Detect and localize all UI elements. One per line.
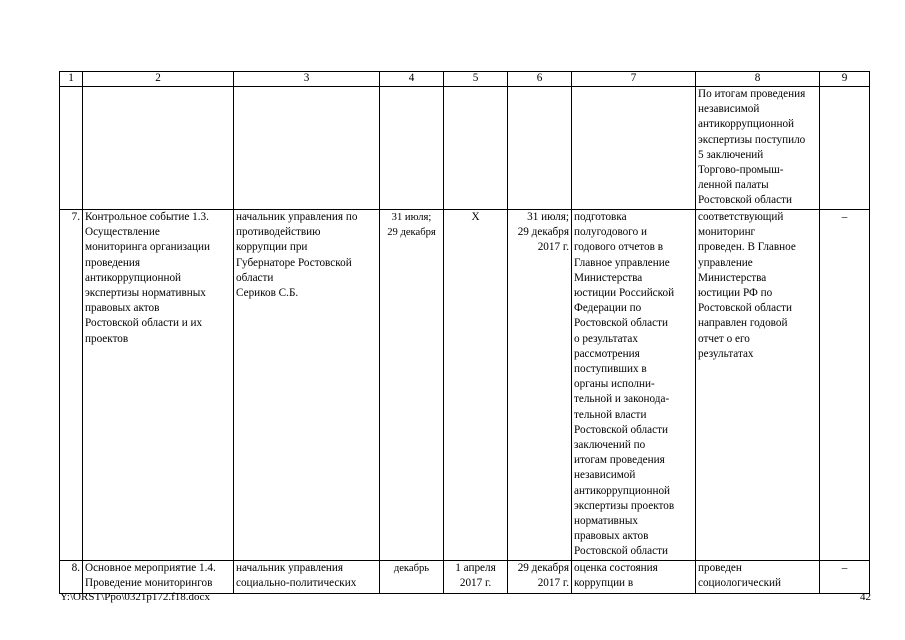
cell-text-line: правовых актов (574, 530, 649, 543)
cell-text-line: Министерства (574, 271, 643, 284)
col-number: 8 (696, 72, 820, 87)
cell-activity (83, 560, 234, 593)
cell-text-line: отчет о его (698, 332, 750, 345)
col-number: 5 (444, 72, 508, 87)
cell-actual-result (696, 87, 820, 210)
cell-text-line: проведен. В Главное (698, 241, 796, 254)
cell-text-line: поступивших в (574, 363, 647, 376)
cell-text-line: антикоррупционной (698, 118, 795, 131)
cell-activity (83, 87, 234, 210)
cell-text-line: подготовка (574, 211, 627, 223)
page-number: 42 (860, 591, 871, 603)
cell-text-line: проектов (85, 332, 129, 345)
cell-planned-result (572, 210, 696, 561)
cell-text-line: мониторинга организации (85, 241, 210, 254)
cell-text-line: итогам проведения (574, 454, 665, 467)
cell-text-line: 5 заключений (698, 148, 764, 161)
cell-text-line: социологический (698, 576, 781, 589)
cell-text-line: проведен (698, 561, 742, 574)
cell-text-line: ленной палаты (698, 179, 769, 192)
cell-text-line: Сериков С.Б. (236, 287, 299, 300)
cell-text-line: Х (471, 211, 480, 223)
cell-text-line: области (236, 271, 274, 284)
cell-text-line: По итогам проведения (698, 88, 806, 100)
cell-text-line: 1 апреля (455, 561, 496, 574)
cell-number (60, 87, 83, 210)
cell-text-line: Контрольное событие 1.3. (85, 211, 209, 223)
cell-text-line: мониторинг (698, 226, 756, 239)
col-number: 6 (508, 72, 572, 87)
cell-text-line: оценка состояния (574, 561, 658, 574)
cell-text-line: о результатах (574, 332, 638, 345)
cell-number: 8. (60, 560, 83, 593)
cell-actual-start (444, 560, 508, 593)
cell-text-line: 2017 г. (537, 576, 569, 589)
cell-text-line: экспертизы проектов (574, 499, 675, 512)
col-number: 4 (380, 72, 444, 87)
cell-text-line: соответствующий (698, 211, 784, 223)
col-number: 1 (60, 72, 83, 87)
cell-text-line: 31 июля; (391, 212, 432, 223)
cell-text-line: Федерации по (574, 302, 642, 315)
document-table (59, 71, 870, 594)
cell-text-line: 29 декабря (517, 561, 569, 574)
cell-text-line: Министерства (698, 271, 767, 284)
cell-end-date (508, 560, 572, 593)
cell-text-line: антикоррупционной (574, 484, 671, 497)
cell-text-line: органы исполни- (574, 378, 655, 391)
cell-text-line: годового отчетов в (574, 241, 663, 254)
cell-text-line: Ростовской области (574, 317, 668, 330)
cell-text-line: 31 июля; (527, 211, 569, 223)
cell-text-line: начальник управления (236, 561, 344, 574)
cell-text-line: 29 декабря (387, 227, 436, 239)
cell-text-line: рассмотрения (574, 347, 640, 360)
cell-planned-start (380, 210, 444, 561)
col-number: 9 (820, 72, 870, 87)
cell-text-line: независимой (698, 103, 760, 116)
cell-text-line: противодействию (236, 226, 321, 239)
cell-actual-start (444, 87, 508, 210)
cell-number: 7. (60, 210, 83, 561)
cell-note: – (820, 210, 870, 561)
cell-text-line: Проведение мониторингов (85, 576, 213, 589)
cell-text-line: Ростовской области (698, 302, 792, 315)
cell-text-line: юстиции Российской (574, 287, 675, 300)
cell-text-line: экспертизы нормативных (85, 287, 206, 300)
cell-text-line: экспертизы поступило (698, 133, 806, 146)
cell-planned-start (380, 87, 444, 210)
cell-text-line: направлен годовой (698, 317, 788, 330)
col-number: 2 (83, 72, 234, 87)
cell-responsible (234, 210, 380, 561)
cell-planned-result (572, 87, 696, 210)
cell-text-line: результатах (698, 347, 754, 360)
cell-end-date (508, 87, 572, 210)
cell-actual-start (444, 210, 508, 561)
cell-text-line: нормативных (574, 515, 638, 528)
cell-text-line: Губернаторе Ростовской (236, 256, 352, 269)
column-number-row (60, 72, 870, 87)
cell-text-line: юстиции РФ по (698, 287, 773, 300)
cell-text-line: коррупции в (574, 576, 634, 589)
cell-planned-start (380, 560, 444, 593)
cell-text-line: Главное управление (574, 256, 670, 269)
cell-text-line: заключений по (574, 439, 646, 452)
cell-activity (83, 210, 234, 561)
cell-note: – (820, 560, 870, 593)
cell-text-line: 2017 г. (459, 576, 492, 589)
cell-text-line: декабрь (393, 562, 430, 574)
table-row (60, 560, 870, 593)
table-row (60, 210, 870, 561)
cell-text-line: 2017 г. (537, 241, 569, 254)
table-row (60, 87, 870, 210)
cell-text-line: управление (698, 256, 753, 269)
cell-text-line: 29 декабря (517, 226, 569, 239)
cell-responsible (234, 560, 380, 593)
cell-actual-result (696, 210, 820, 561)
cell-text-line: тельной власти (574, 408, 647, 421)
cell-text-line: Осуществление (85, 226, 160, 239)
cell-text-line: начальник управления по (236, 211, 358, 223)
cell-text-line: тельной и законода- (574, 393, 670, 406)
cell-text-line: полугодового и (574, 226, 647, 239)
cell-text-line: Ростовской области (574, 423, 668, 436)
cell-text-line: социально-политических (236, 576, 357, 589)
footer-file-path: Y:\ORST\Ppo\0321p172.f18.docx (60, 591, 210, 603)
cell-text-line: Торгово-промыш- (698, 164, 784, 177)
col-number: 3 (234, 72, 380, 87)
cell-end-date (508, 210, 572, 561)
cell-actual-result (696, 560, 820, 593)
cell-planned-result (572, 560, 696, 593)
col-number: 7 (572, 72, 696, 87)
cell-responsible (234, 87, 380, 210)
cell-text-line: Основное мероприятие 1.4. (85, 561, 216, 574)
cell-note (820, 87, 870, 210)
cell-text-line: проведения (85, 256, 140, 269)
cell-text-line: Ростовской области и их (85, 317, 203, 330)
cell-text-line: правовых актов (85, 302, 160, 315)
cell-text-line: независимой (574, 469, 636, 482)
cell-text-line: Ростовской области (574, 545, 668, 558)
cell-text-line: антикоррупционной (85, 271, 182, 284)
cell-text-line: коррупции при (236, 241, 308, 254)
cell-text-line: Ростовской области (698, 194, 792, 207)
